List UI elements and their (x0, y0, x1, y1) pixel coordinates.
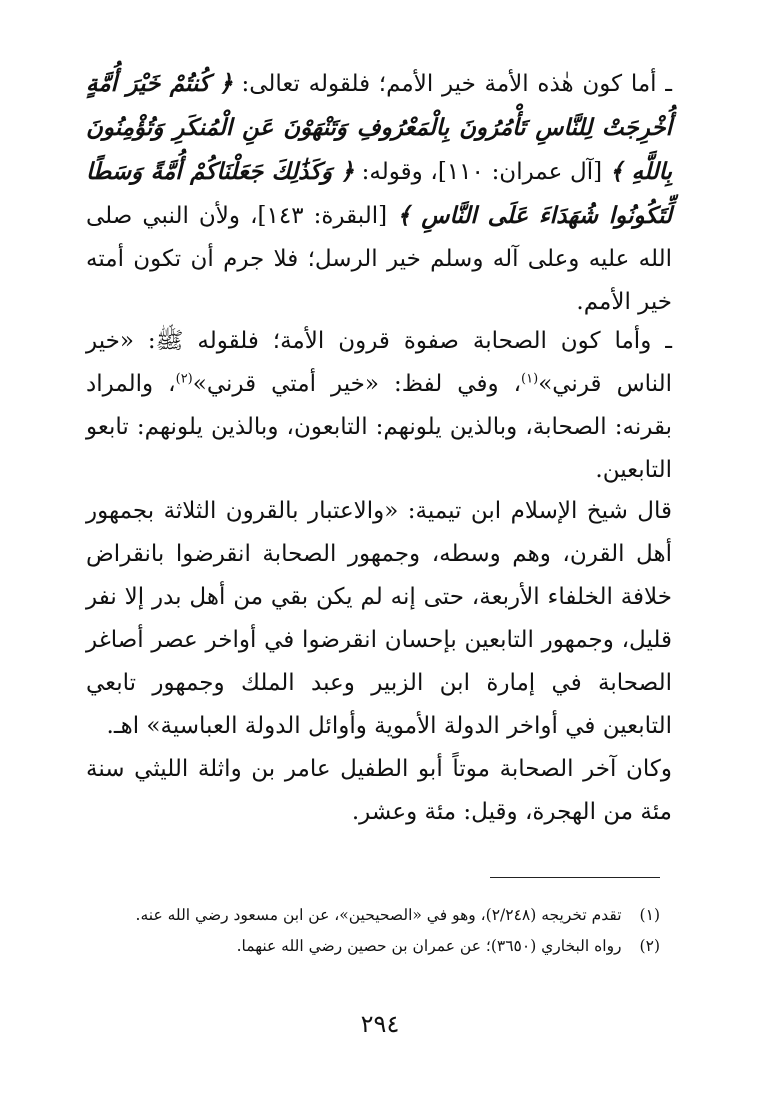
paragraph-text-part: ، وفي لفظ: «خير أمتي قرني» (192, 371, 522, 397)
quran-verse-al-baqarah: ﴿ وَكَذَٰلِكَ جَعَلْنَاكُمْ أُمَّةً وَسَطًا لِّتَكُونُوا شُهَدَاءَ عَلَى النَّاسِ ﴾ (86, 158, 672, 229)
footnote-1 (85, 900, 660, 931)
footnote-number: (١) (639, 906, 660, 924)
paragraph-text-part: ـ وأما كون الصحابة صفوة قرون الأمة؛ فلقوله ﷺ: «خير الناس قرني» (86, 328, 672, 397)
paragraph-companions (86, 320, 672, 492)
paragraph-best-nation (86, 62, 672, 324)
footnote-marker-1[interactable]: (١) (521, 371, 539, 387)
paragraph-rest-text: [البقرة: ١٤٣]، ولأن النبي صلى الله عليه وعلى آله وسلم خير الرسل؛ فلا جرم أن تكون أمته خير الأمم. (86, 203, 672, 315)
verse-reference: [آل عمران: ١١٠]، وقوله: (353, 159, 610, 185)
footnote-text: تقدم تخريجه (٢/٢٤٨)، وهو في «الصحيحين»، عن ابن مسعود رضي الله عنه. (135, 906, 622, 924)
footnote-marker-2[interactable]: (٢) (175, 371, 193, 387)
quran-verse-al-imran: ﴿ كُنتُمْ خَيْرَ أُمَّةٍ أُخْرِجَتْ لِلنَّاسِ تَأْمُرُونَ بِالْمَعْرُوفِ وَتَنْهَوْنَ عَنِ الْمُنكَرِ وَتُؤْمِنُونَ بِاللَّهِ ﴾ (86, 70, 672, 185)
footnote-2 (85, 931, 660, 962)
footnote-text: رواه البخاري (٣٦٥٠)؛ عن عمران بن حصين رضي الله عنهما. (236, 937, 622, 955)
paragraph-text-part: ، والمراد بقرنه: الصحابة، وبالذين يلونهم: التابعون، وبالذين يلونهم: تابعو التابعين. (86, 371, 672, 483)
paragraph-intro-text: ـ أما كون هٰذه الأمة خير الأمم؛ فلقوله تعالى: (232, 71, 672, 97)
page-number: ٢٩٤ (360, 1010, 400, 1038)
paragraph-last-companion: وكان آخر الصحابة موتاً أبو الطفيل عامر بن واثلة الليثي سنة مئة من الهجرة، وقيل: مئة وعشر. (86, 756, 672, 825)
footnotes-section (85, 900, 660, 962)
footnote-divider (490, 877, 660, 878)
footnote-number: (٢) (639, 937, 660, 955)
paragraph-ibn-taymiyyah-quote: قال شيخ الإسلام ابن تيمية: «والاعتبار بالقرون الثلاثة بجمهور أهل القرن، وهم وسطه، وجمهور الصحابة انقرضوا بانقراض خلافة الخلفاء الأربعة، حتى إنه لم يكن بقي من أهل بدر إلا نفر قليل، وجمهور التابعين بإحسان انقرضوا في أواخر عصر أصاغر الصحابة في إمارة ابن الزبير وعبد الملك وجمهور تابعي التابعين في أواخر الدولة الأموية وأوائل الدولة العباسية» اهـ. (86, 498, 672, 739)
